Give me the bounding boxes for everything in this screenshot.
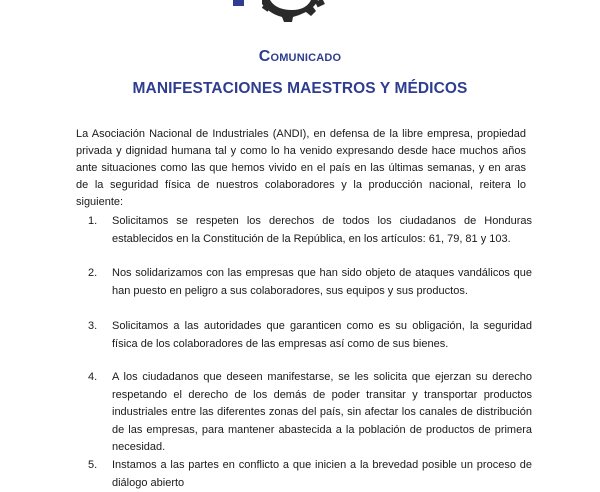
list-item-text: Solicitamos se respeten los derechos de todos los ciudadanos de Honduras establecidos en la Constitución de la República, en los artículos: 61, 79, 81 y 103. <box>112 215 532 245</box>
list-item-number: 1. <box>88 215 98 227</box>
list-item-text: Solicitamos a las autoridades que garanticen como es su obligación, la seguridad física de los colaboradores de las empresas así como de sus bienes. <box>112 320 532 350</box>
list-item-text: A los ciudadanos que deseen manifestarse, se les solicita que ejerzan su derecho respetando el derecho de los demás de poder transitar y transportar productos industriales entre las diferentes zonas del país, sin afectar los canales de distribución de las empresas, para mantener abastecida a la población de productos de primera necesidad. <box>112 371 532 453</box>
list-item-number: 3. <box>88 320 98 332</box>
gear-icon <box>0 0 600 32</box>
document-title: MANIFESTACIONES MAESTROS Y MÉDICOS <box>132 80 468 97</box>
list-item-number: 4. <box>88 371 98 383</box>
intro-paragraph: La Asociación Nacional de Industriales (ANDI), en defensa de la libre empresa, propiedad privada y dignidad humana tal y como lo ha venido expresando desde hace muchos años ante situaciones como las que hemos vivido en el país en las últimas semanas, y en aras de la seguridad física de nuestros colaboradores y la producción nacional, reitera lo siguiente: <box>76 128 526 208</box>
list-item-number: 2. <box>88 267 98 279</box>
list-item-text: Instamos a las partes en conflicto a que inicien a la brevedad posible un proceso de diálogo abierto <box>112 459 532 489</box>
list-item-number: 5. <box>88 459 98 471</box>
list-item-text: Nos solidarizamos con las empresas que han sido objeto de ataques vandálicos que han puesto en peligro a sus colaboradores, sus equipos y sus productos. <box>112 267 532 297</box>
logo <box>0 0 600 32</box>
document-kicker: Comunicado <box>258 48 342 65</box>
